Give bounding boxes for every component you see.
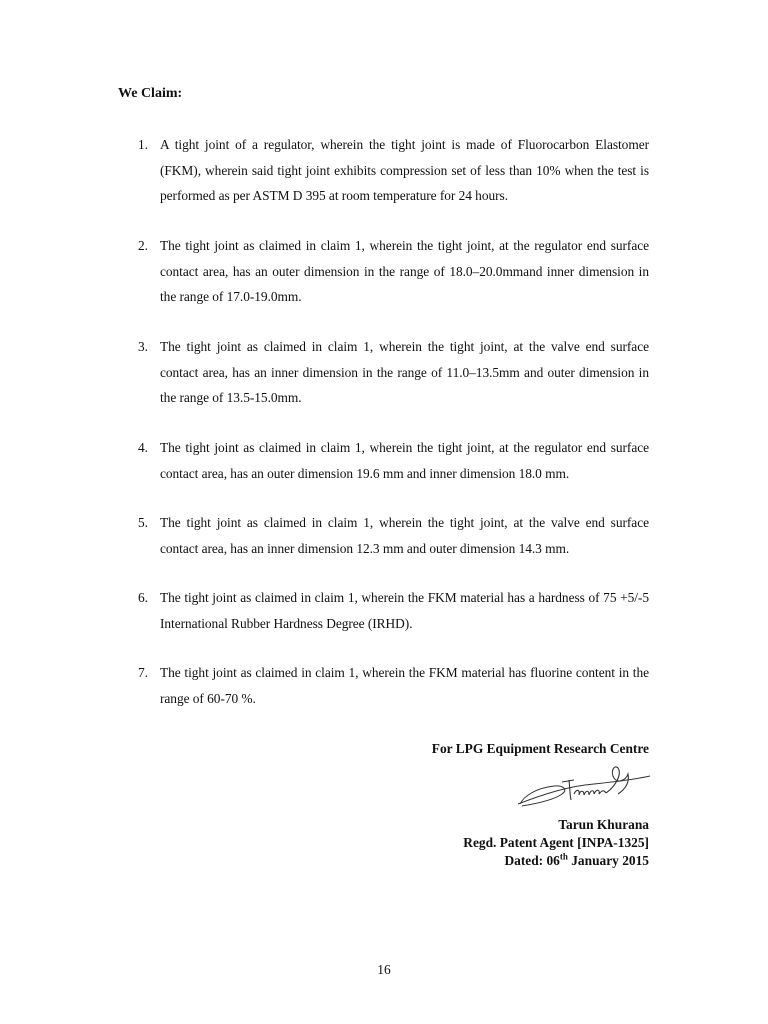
- signature-image: [514, 760, 654, 810]
- claim-number: 2.: [138, 238, 148, 253]
- claim-item: [138, 132, 649, 209]
- signoff-organization: For LPG Equipment Research Centre: [431, 741, 649, 756]
- claim-number: 7.: [138, 665, 148, 680]
- date-suffix: January 2015: [567, 853, 649, 868]
- claim-text: The tight joint as claimed in claim 1, wherein the tight joint, at the valve end surface contact area, has an inner dimension 12.3 mm and outer dimension 14.3 mm.: [160, 515, 649, 556]
- signoff-title: Regd. Patent Agent [INPA-1325]: [463, 835, 649, 850]
- date-prefix: Dated: 06: [504, 853, 560, 868]
- signoff-date: [504, 853, 649, 869]
- claim-item: [138, 510, 649, 561]
- claim-item: [138, 660, 649, 711]
- claim-number: 5.: [138, 515, 148, 530]
- claim-number: 4.: [138, 440, 148, 455]
- claim-text: The tight joint as claimed in claim 1, wherein the tight joint, at the regulator end surface contact area, has an outer dimension 19.6 mm and inner dimension 18.0 mm.: [160, 440, 649, 481]
- claim-number: 3.: [138, 339, 148, 354]
- claim-item: [138, 233, 649, 310]
- signoff-name: Tarun Khurana: [558, 817, 649, 832]
- date-ordinal: th: [559, 851, 568, 862]
- claim-text: A tight joint of a regulator, wherein the tight joint is made of Fluorocarbon Elastomer (FKM), wherein said tight joint exhibits compression set of less than 10% when the test is performed as per ASTM D 395 at room temperature for 24 hours.: [160, 137, 649, 203]
- claim-text: The tight joint as claimed in claim 1, wherein the tight joint, at the regulator end surface contact area, has an outer dimension in the range of 18.0–20.0mmand inner dimension in the range of 17.0-19.0mm.: [160, 238, 649, 304]
- claim-number: 6.: [138, 590, 148, 605]
- page-number: 16: [377, 962, 391, 977]
- claim-text: The tight joint as claimed in claim 1, wherein the tight joint, at the valve end surface contact area, has an inner dimension in the range of 11.0–13.5mm and outer dimension in the range of 13.5-15.0mm.: [160, 339, 649, 405]
- claim-item: [138, 334, 649, 411]
- claim-item: [138, 435, 649, 486]
- claim-item: [138, 585, 649, 636]
- claim-text: The tight joint as claimed in claim 1, wherein the FKM material has fluorine content in the range of 60-70 %.: [160, 665, 649, 706]
- claim-number: 1.: [138, 137, 148, 152]
- claim-text: The tight joint as claimed in claim 1, wherein the FKM material has a hardness of 75 +5/-5 International Rubber Hardness Degree (IRHD).: [160, 590, 649, 631]
- claims-heading: We Claim:: [118, 86, 183, 101]
